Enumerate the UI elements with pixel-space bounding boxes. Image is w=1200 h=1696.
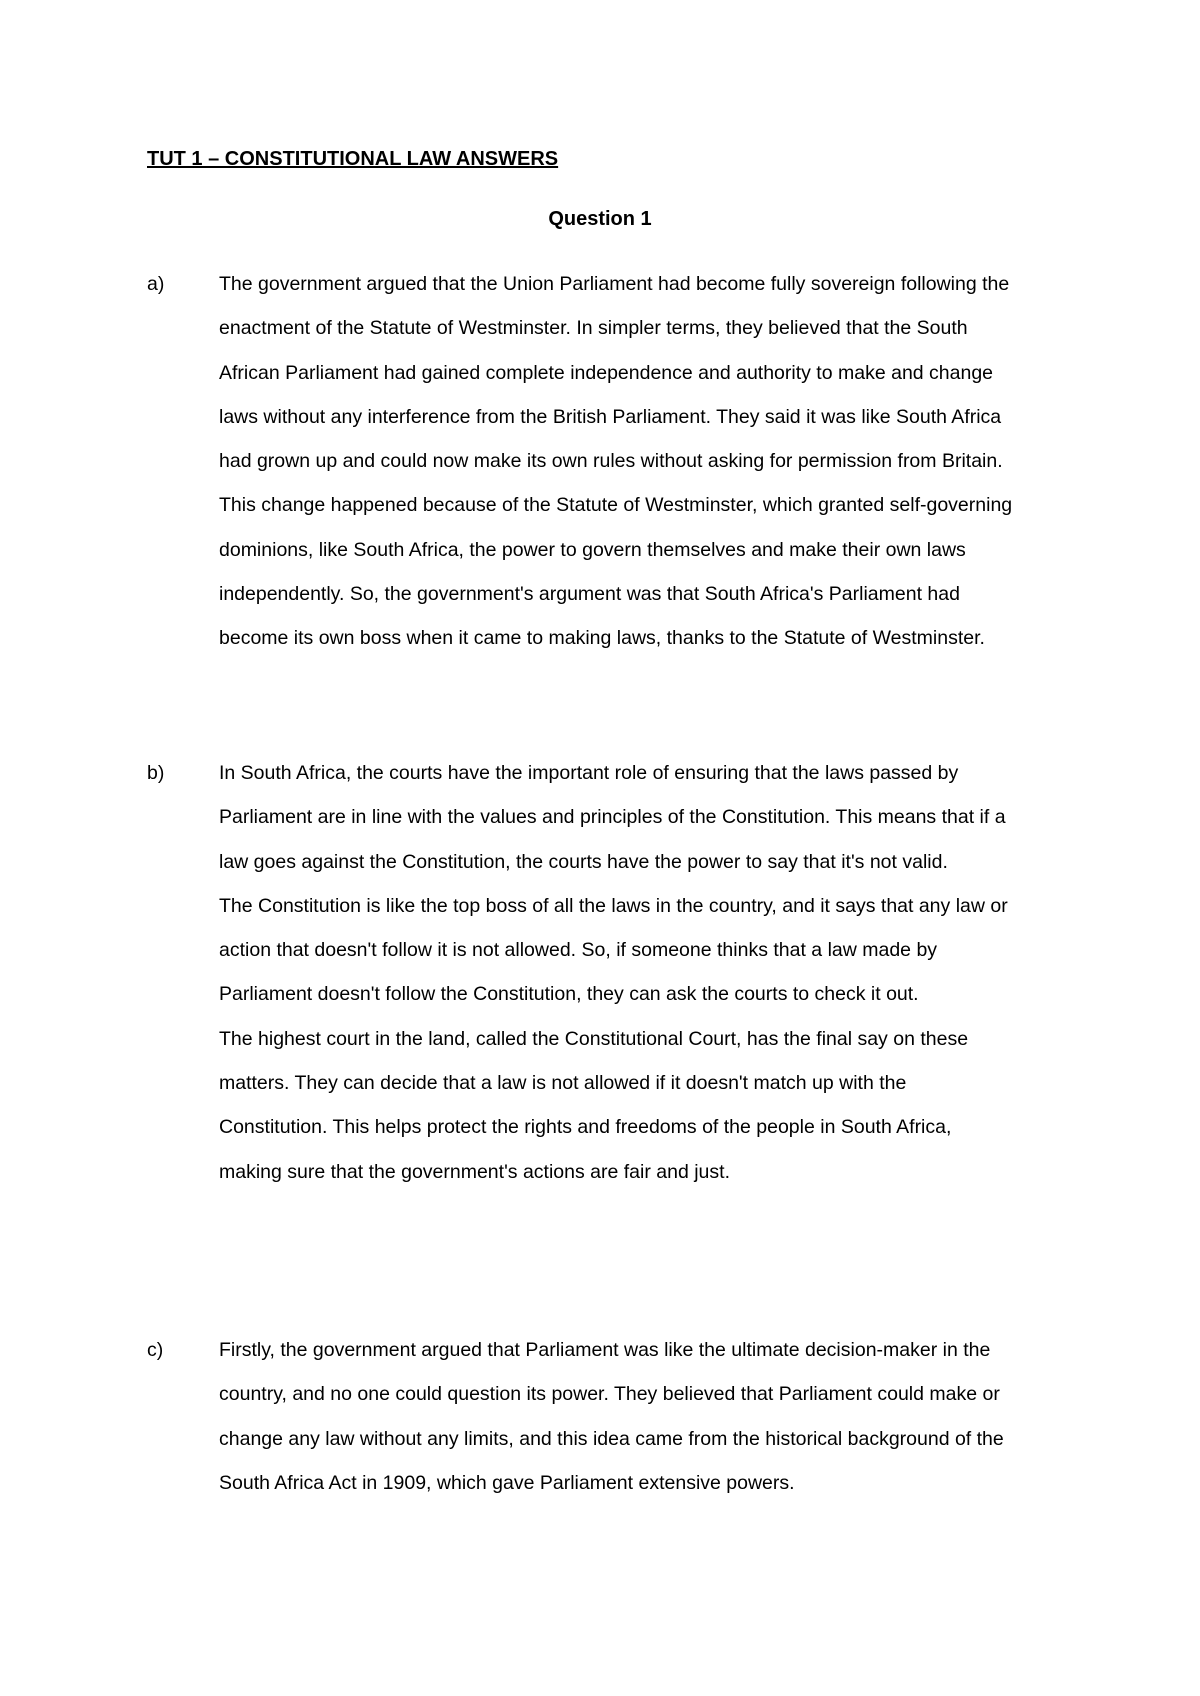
answer-body <box>219 262 1019 661</box>
answer-paragraph: The Constitution is like the top boss of all the laws in the country, and it says that any law or action that doesn't follow it is not allowed. So, if someone thinks that a law made by Parliament doesn't follow the Constitution, they can ask the courts to check it out. <box>219 894 1008 1006</box>
answer-marker: b) <box>147 762 165 784</box>
answer-paragraph: The government argued that the Union Parliament had become fully sovereign following the enactment of the Statute of Westminster. In simpler terms, they believed that the South African Parliament had gained complete independence and authority to make and change laws without any interference from the British Parliament. They said it was like South Africa had grown up and could now make its own rules without asking for permission from Britain. This change happened because of the Statute of Westminster, which granted self-governing dominions, like South Africa, the power to govern themselves and make their own laws independently. So, the government's argument was that South Africa's Parliament had become its own boss when it came to making laws, thanks to the Statute of Westminster. <box>219 273 1013 650</box>
answer-paragraph: Firstly, the government argued that Parliament was like the ultimate decision-maker in the country, and no one could question its power. They believed that Parliament could make or change any law without any limits, and this idea came from the historical background of the South Africa Act in 1909, which gave Parliament extensive powers. <box>219 1339 1004 1494</box>
answer-paragraph: The highest court in the land, called the Constitutional Court, has the final say on these matters. They can decide that a law is not allowed if it doesn't match up with the Constitution. This helps protect the rights and freedoms of the people in South Africa, making sure that the government's actions are fair and just. <box>219 1027 969 1183</box>
answer-marker: a) <box>147 273 165 295</box>
answer-body <box>219 1328 1019 1505</box>
answer-body <box>219 751 1019 1194</box>
document-title: TUT 1 – CONSTITUTIONAL LAW ANSWERS <box>147 148 559 170</box>
question-heading: Question 1 <box>548 208 652 230</box>
answer-paragraph: In South Africa, the courts have the important role of ensuring that the laws passed by Parliament are in line with the values and principles of the Constitution. This means that if a law goes against the Constitution, the courts have the power to say that it's not valid. <box>219 762 1006 873</box>
answer-marker: c) <box>147 1339 164 1361</box>
